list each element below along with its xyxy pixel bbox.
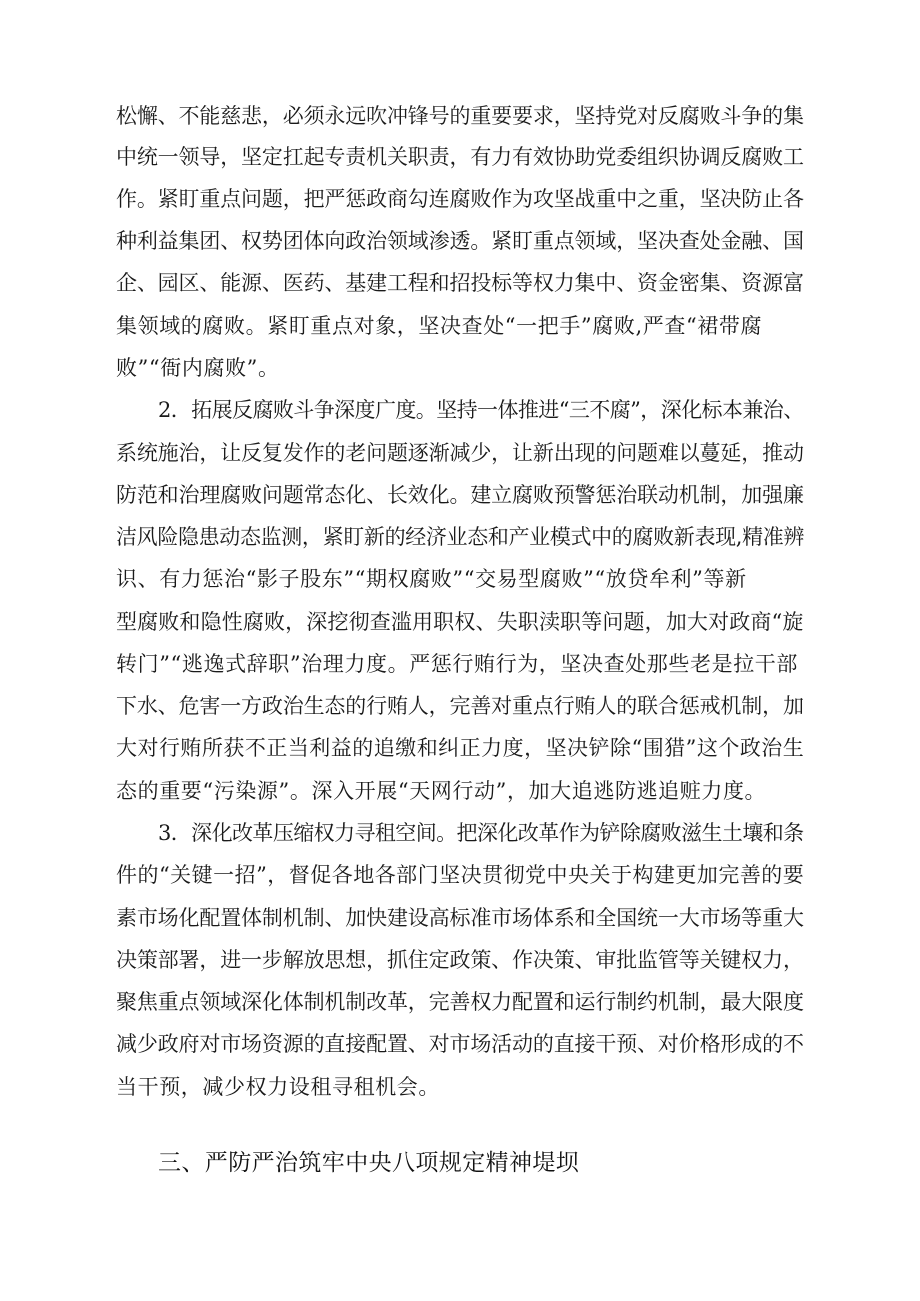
text-line: 减少政府对市场资源的直接配置、对市场活动的直接干预、对价格形成的不 <box>116 1032 804 1056</box>
text-line: 决策部署，进一步解放思想，抓住定政策、作决策、审批监管等关键权力， <box>116 948 804 972</box>
text-line: 聚焦重点领域深化体制机制改革，完善权力配置和运行制约机制，最大限度 <box>116 990 804 1014</box>
text-line: 素市场化配置体制机制、加快建设高标准市场体系和全国统一大市场等重大 <box>116 906 804 930</box>
text-line: 系统施治，让反复发作的老问题逐渐减少，让新出现的问题难以蔓延，推动 <box>116 441 804 465</box>
section-heading: 三、严防严治筑牢中央八项规定精神堤坝 <box>158 1150 580 1176</box>
text-line: 转门”“逃逸式辞职”治理力度。严惩行贿行为，坚决查处那些老是拉干部 <box>116 652 799 676</box>
text-line: 松懈、不能慈悲，必须永远吹冲锋号的重要要求，坚持党对反腐败斗争的集 <box>116 104 804 128</box>
text-line: 中统一领导，坚定扛起专责机关职责，有力有效协助党委组织协调反腐败工 <box>116 145 804 169</box>
text-line: 集领域的腐败。紧盯重点对象，坚决查处“一把手”腐败,严查“裙带腐 <box>116 314 763 338</box>
text-line: 败”“衙内腐败”。 <box>116 356 280 380</box>
text-line: 防范和治理腐败问题常态化、长效化。建立腐败预警惩治联动机制，加强廉 <box>116 483 804 507</box>
text-line: 识、有力惩治“影子股东”“期权腐败”“交易型腐败”“放贷牟利”等新 <box>116 567 747 591</box>
paragraph-opening-line: 2．拓展反腐败斗争深度广度。坚持一体推进“三不腐”，深化标本兼治、 <box>158 398 804 422</box>
text-line: 态的重要“污染源”。深入开展“天网行动”，加大追逃防逃追赃力度。 <box>116 779 767 803</box>
text-line: 下水、危害一方政治生态的行贿人，完善对重点行贿人的联合惩戒机制，加 <box>116 694 804 718</box>
text-line: 企、园区、能源、医药、基建工程和招投标等权力集中、资金密集、资源富 <box>116 271 804 295</box>
paragraph-opening-line: 3．深化改革压缩权力寻租空间。把深化改革作为铲除腐败滋生土壤和条 <box>158 821 804 845</box>
text-line: 件的“关键一招”，督促各地各部门坚决贯彻党中央关于构建更加完善的要 <box>116 863 805 887</box>
text-line: 作。紧盯重点问题，把严惩政商勾连腐败作为攻坚战重中之重，坚决防止各 <box>116 187 804 211</box>
text-line: 种利益集团、权势团体向政治领域渗透。紧盯重点领域，坚决查处金融、国 <box>116 229 804 253</box>
text-line: 大对行贿所获不正当利益的追缴和纠正力度，坚决铲除“围猎”这个政治生 <box>116 736 805 760</box>
text-line: 型腐败和隐性腐败，深挖彻查滥用职权、失职渎职等问题，加大对政商“旋 <box>116 610 804 634</box>
text-line: 洁风险隐患动态监测，紧盯新的经济业态和产业模式中的腐败新表现,精准辨 <box>116 525 805 549</box>
text-line: 当干预，减少权力设租寻租机会。 <box>116 1075 440 1099</box>
